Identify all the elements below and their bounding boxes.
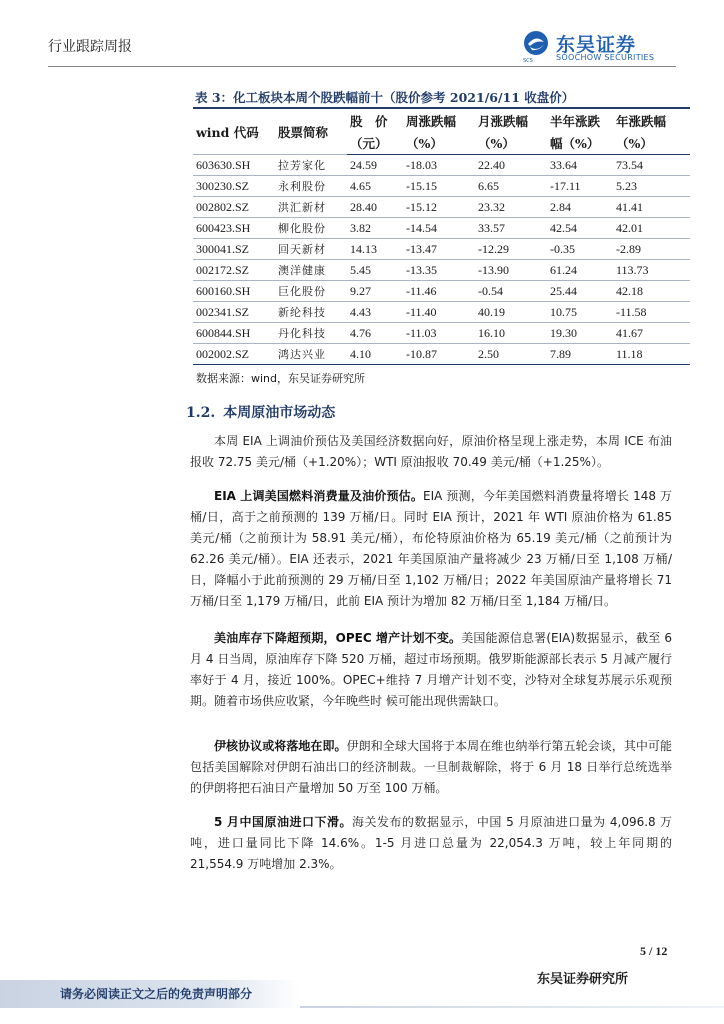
paragraph-4 (190, 736, 672, 799)
table-cell: -17.11 (547, 176, 613, 197)
table-cell: 5.45 (347, 260, 403, 281)
paragraph-text: EIA 预测，今年美国燃料消费量将增长 148 万桶/日，高于之前预测的 139 万桶/日。同时 EIA 预计，2021 年 WTI 原油价格为 61.85 美元/桶（之前预计为 58.91 美元/桶），布伦特原油价格为 65.19 美元/桶（之前预计为 62.26 美元/桶）。EIA 还表示，2021 年美国原油产量将减少 23 万桶/日至 1,108 万桶/日，降幅小于此前预测的 29 万桶/日至 1,102 万桶/日；2022 年美国原油产量将增长 71 万桶/日至 1,179 万桶/日，此前 EIA 预计为增加 82 万桶/日至 1,184 万桶/日。 (190, 489, 672, 608)
paragraph-lead: EIA 上调美国燃料消费量及油价预估。 (214, 489, 424, 503)
table-cell: 2.50 (475, 344, 547, 365)
table-cell: 4.76 (347, 323, 403, 344)
table-cell: -13.90 (475, 260, 547, 281)
table-cell: -12.29 (475, 239, 547, 260)
table-row (193, 344, 690, 365)
table-cell: 600844.SH (193, 323, 275, 344)
col-header-price: 股 价 (350, 114, 388, 129)
table-row (193, 218, 690, 239)
paragraph-lead: 5 月中国原油进口下滑。 (214, 815, 352, 829)
col-header-week: 周涨跌幅 (406, 114, 457, 129)
col-unit-year: （%） (613, 132, 690, 155)
table-cell: 41.41 (613, 197, 690, 218)
col-unit-week: （%） (403, 132, 475, 155)
table-row (193, 155, 690, 176)
table-cell: 4.65 (347, 176, 403, 197)
table-cell: -14.54 (403, 218, 475, 239)
table-cell: -18.03 (403, 155, 475, 176)
table-cell: 4.10 (347, 344, 403, 365)
table-cell: 002002.SZ (193, 344, 275, 365)
table-cell: 61.24 (547, 260, 613, 281)
table-cell: 28.40 (347, 197, 403, 218)
paragraph-3 (190, 628, 672, 712)
table-cell: 10.75 (547, 302, 613, 323)
page-number: 5 / 12 (640, 944, 668, 958)
table-cell: 鸿达兴业 (275, 344, 347, 365)
paragraph-5 (190, 812, 672, 875)
table-cell: 新纶科技 (275, 302, 347, 323)
table-cell: 40.19 (475, 302, 547, 323)
table-cell: -0.54 (475, 281, 547, 302)
table-cell: 巨化股份 (275, 281, 347, 302)
footer-org: 东吴证券研究所 (537, 972, 629, 987)
table-cell: 113.73 (613, 260, 690, 281)
table-cell: 300230.SZ (193, 176, 275, 197)
table-cell: 600423.SH (193, 218, 275, 239)
table-cell: -11.58 (613, 302, 690, 323)
table-cell: 14.13 (347, 239, 403, 260)
table-cell: 4.43 (347, 302, 403, 323)
table-cell: -10.87 (403, 344, 475, 365)
table-cell: 42.01 (613, 218, 690, 239)
footer-rule (300, 1006, 724, 1008)
logo-mark-text: SCS (523, 58, 533, 64)
table-row (193, 260, 690, 281)
table-cell: 42.54 (547, 218, 613, 239)
table-top-rule (193, 107, 690, 109)
col-unit-halfyear: 幅（%） (547, 132, 613, 155)
table-row (193, 197, 690, 218)
table-cell: -11.46 (403, 281, 475, 302)
table-cell: 23.32 (475, 197, 547, 218)
table-cell: 41.67 (613, 323, 690, 344)
doc-type-label: 行业跟踪周报 (48, 39, 132, 55)
table-cell: 回天新材 (275, 239, 347, 260)
paragraph-text: 海关发布的数据显示，中国 5 月原油进口量为 4,096.8 万吨，进口量同比下降 14.6%。1-5 月进口总量为 22,054.3 万吨，较上年同期的 21,554.9 万吨增加 2.3%。 (190, 815, 672, 871)
table-cell: 22.40 (475, 155, 547, 176)
table-cell: 5.23 (613, 176, 690, 197)
section-number: 1.2. (186, 405, 216, 421)
table-row (193, 239, 690, 260)
logo-mark-icon (522, 30, 550, 58)
table-cell: 600160.SH (193, 281, 275, 302)
paragraph-text: 伊朗和全球大国将于本周在维也纳举行第五轮会谈，其中可能 包括美国解除对伊朗石油出口的经济制裁。一旦制裁解除，将于 6 月 18 日举行总统选举的伊朗将把石油日产量增加 50 万至 100 万桶。 (190, 739, 672, 795)
header-divider (48, 66, 676, 67)
table-cell: 25.44 (547, 281, 613, 302)
footer-disclaimer: 请务必阅读正文之后的免责声明部分 (60, 987, 253, 1001)
table-cell: 7.89 (547, 344, 613, 365)
paragraph-1 (190, 431, 672, 473)
table-cell: -15.12 (403, 197, 475, 218)
col-header-month: 月涨跌幅 (478, 114, 529, 129)
company-logo (522, 30, 672, 64)
table-cell: 33.64 (547, 155, 613, 176)
table-cell: 002802.SZ (193, 197, 275, 218)
col-header-year: 年涨跌幅 (616, 114, 667, 129)
table-cell: 73.54 (613, 155, 690, 176)
table-cell: 42.18 (613, 281, 690, 302)
paragraph-2 (190, 486, 672, 612)
table-cell: 2.84 (547, 197, 613, 218)
table-cell: -13.47 (403, 239, 475, 260)
table-cell: 16.10 (475, 323, 547, 344)
table-cell: 24.59 (347, 155, 403, 176)
table-header-row (193, 110, 690, 132)
table-cell: 33.57 (475, 218, 547, 239)
table-cell: -11.40 (403, 302, 475, 323)
table-row (193, 281, 690, 302)
logo-name-cn: 东吴证券 (556, 34, 637, 56)
table-cell: 002172.SZ (193, 260, 275, 281)
table-cell: 3.82 (347, 218, 403, 239)
paragraph-text: 美国能源信息署(EIA)数据显示，截至 6 月 4 日当周，原油库存下降 520 万桶，超过市场预期。俄罗斯能源部长表示 5 月减产履行率好于 4 月，接近 100%。OPEC+维持 7 月增产计划不变，沙特对全球复苏展示乐观预期。随着市场供应收紧，今年晚些时 候可能出现供需缺口。 (190, 631, 672, 708)
table-row (193, 302, 690, 323)
table-cell: 柳化股份 (275, 218, 347, 239)
col-header-halfyear: 半年涨跌 (550, 114, 601, 129)
col-unit-month: （%） (475, 132, 547, 155)
table-cell: 洪汇新材 (275, 197, 347, 218)
section-heading (186, 402, 335, 422)
table-cell: 300041.SZ (193, 239, 275, 260)
col-header-name: 股票简称 (278, 125, 329, 140)
table-cell: -2.89 (613, 239, 690, 260)
table-cell: 丹化科技 (275, 323, 347, 344)
stock-decline-table (193, 110, 690, 365)
table-cell: 永利股份 (275, 176, 347, 197)
table-cell: -11.03 (403, 323, 475, 344)
table-cell: 11.18 (613, 344, 690, 365)
table-cell: -0.35 (547, 239, 613, 260)
table-cell: 19.30 (547, 323, 613, 344)
paragraph-text: 本周 EIA 上调油价预估及美国经济数据向好，原油价格呈现上涨走势，本周 ICE 布油报收 72.75 美元/桶（+1.20%）；WTI 原油报收 70.49 美元/桶（+1.25%）。 (190, 434, 672, 469)
col-header-code: wind 代码 (196, 125, 259, 140)
paragraph-lead: 美油库存下降超预期，OPEC 增产计划不变。 (214, 631, 462, 645)
table-cell: 603630.SH (193, 155, 275, 176)
section-title: 本周原油市场动态 (223, 405, 336, 421)
table-title: 表 3：化工板块本周个股跌幅前十（股价参考 2021/6/11 收盘价） (195, 90, 575, 105)
table-cell: 9.27 (347, 281, 403, 302)
table-cell: 拉芳家化 (275, 155, 347, 176)
table-cell: 澳洋健康 (275, 260, 347, 281)
table-row (193, 176, 690, 197)
logo-name-en: SOOCHOW SECURITIES (556, 53, 655, 62)
table-cell: -13.35 (403, 260, 475, 281)
table-source: 数据来源：wind，东吴证券研究所 (196, 372, 366, 385)
table-cell: -15.15 (403, 176, 475, 197)
table-row (193, 323, 690, 344)
table-cell: 002341.SZ (193, 302, 275, 323)
paragraph-lead: 伊核协议或将落地在即。 (214, 739, 347, 753)
table-cell: 6.65 (475, 176, 547, 197)
col-unit-price: （元） (347, 132, 403, 155)
